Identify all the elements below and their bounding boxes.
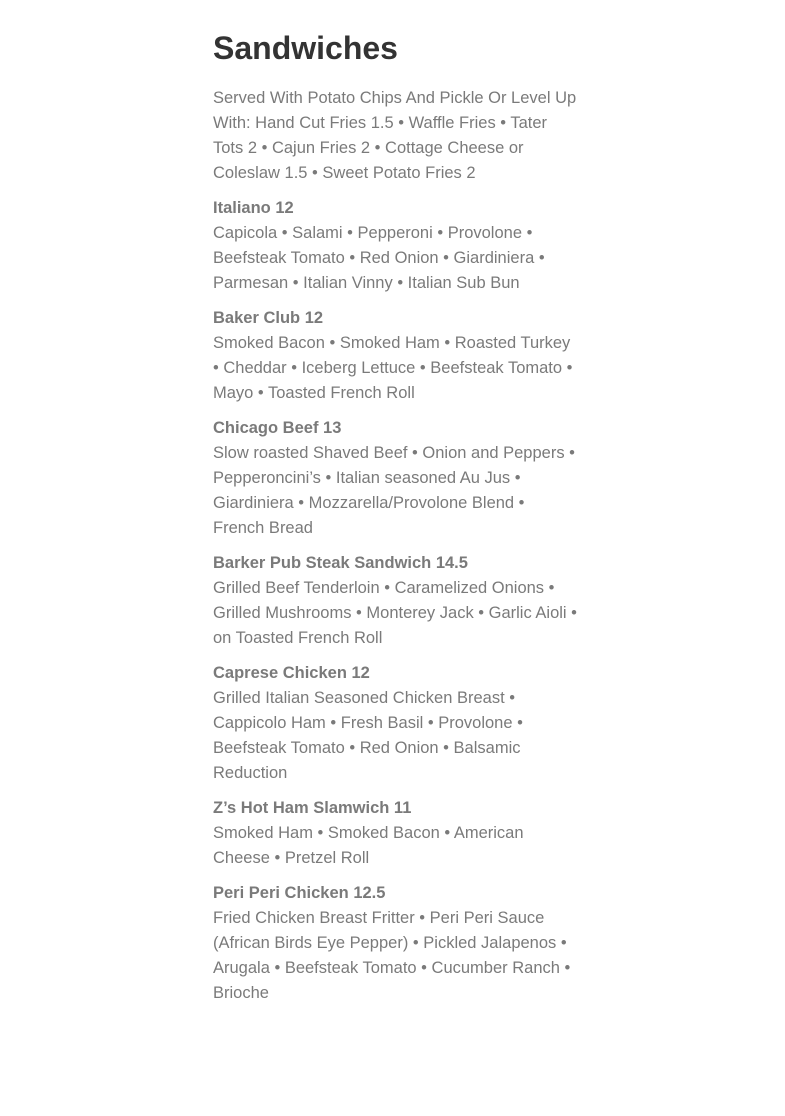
menu-item-name: Caprese Chicken 12 [213,664,370,682]
menu-item-name: Italiano 12 [213,199,294,217]
menu-item-baker-club [213,306,578,406]
section-intro: Served With Potato Chips And Pickle Or Level Up With: Hand Cut Fries 1.5 • Waffle Fries • Tater Tots 2 • Cajun Fries 2 • Cottage Cheese or Coleslaw 1.5 • Sweet Potato Fries 2 [213,89,577,182]
menu-item-hot-ham-slamwich [213,796,578,871]
menu-item-name: Barker Pub Steak Sandwich 14.5 [213,554,468,572]
menu-item-chicago-beef [213,416,578,541]
menu-item-name: Baker Club 12 [213,309,324,327]
menu-item-peri-peri-chicken [213,881,578,1006]
menu-item-name: Peri Peri Chicken 12.5 [213,884,386,902]
menu-item-name: Z’s Hot Ham Slamwich 11 [213,799,412,817]
menu-item-description: Smoked Bacon • Smoked Ham • Roasted Turkey • Cheddar • Iceberg Lettuce • Beefsteak Tomato • Mayo • Toasted French Roll [213,334,573,402]
menu-item-description: Slow roasted Shaved Beef • Onion and Peppers • Pepperoncini’s • Italian seasoned Au Jus • Giardiniera • Mozzarella/Provolone Blend • French Bread [213,444,575,537]
sandwich-menu [213,28,578,1016]
menu-item-description: Grilled Beef Tenderloin • Caramelized Onions • Grilled Mushrooms • Monterey Jack • Garlic Aioli • on Toasted French Roll [213,579,577,647]
menu-item-description: Grilled Italian Seasoned Chicken Breast • Cappicolo Ham • Fresh Basil • Provolone • Beefsteak Tomato • Red Onion • Balsamic Reduction [213,689,523,782]
menu-item-italiano [213,196,578,296]
menu-item-name: Chicago Beef 13 [213,419,342,437]
menu-item-description: Smoked Ham • Smoked Bacon • American Cheese • Pretzel Roll [213,824,524,867]
section-title: Sandwiches [213,30,398,66]
menu-item-barker-pub-steak [213,551,578,651]
menu-item-description: Capicola • Salami • Pepperoni • Provolone • Beefsteak Tomato • Red Onion • Giardiniera • Parmesan • Italian Vinny • Italian Sub Bun [213,224,545,292]
menu-item-description: Fried Chicken Breast Fritter • Peri Peri Sauce (African Birds Eye Pepper) • Pickled Jalapenos • Arugala • Beefsteak Tomato • Cucumber Ranch • Brioche [213,909,571,1002]
menu-item-caprese-chicken [213,661,578,786]
